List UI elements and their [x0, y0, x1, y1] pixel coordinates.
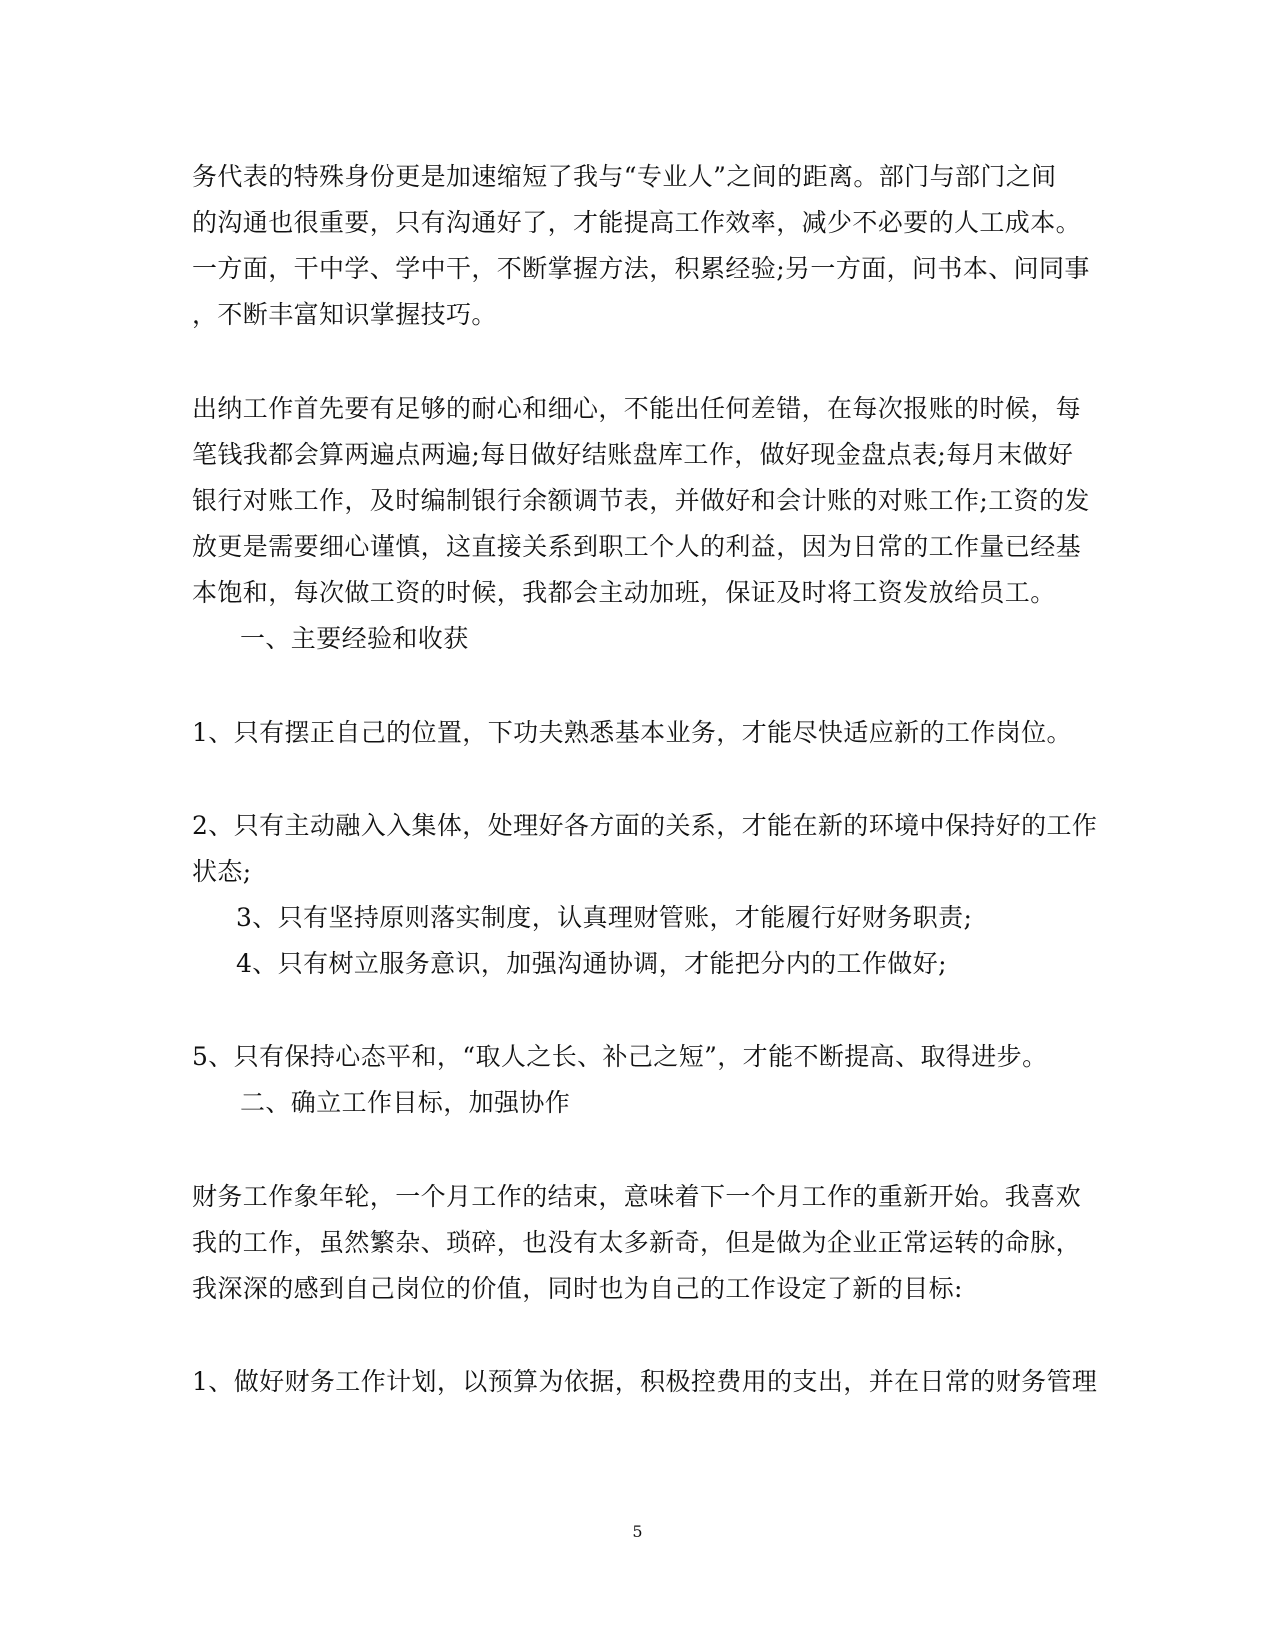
- paragraph-line: 笔钱我都会算两遍点两遍;每日做好结账盘库工作，做好现金盘点表;每月末做好: [192, 440, 1074, 469]
- list-item: 1、做好财务工作计划，以预算为依据，积极控费用的支出，并在日常的财务管理: [192, 1367, 1098, 1396]
- paragraph-line: 财务工作象年轮，一个月工作的结束，意味着下一个月工作的重新开始。我喜欢: [192, 1182, 1082, 1211]
- list-item: 2、只有主动融入入集体，处理好各方面的关系，才能在新的环境中保持好的工作: [192, 811, 1098, 840]
- list-item: 3、只有坚持原则落实制度，认真理财管账，才能履行好财务职责;: [236, 903, 973, 932]
- paragraph-line: 我深深的感到自己岗位的价值，同时也为自己的工作设定了新的目标:: [192, 1274, 963, 1303]
- paragraph-line: 我的工作，虽然繁杂、琐碎，也没有太多新奇，但是做为企业正常运转的命脉，: [192, 1228, 1082, 1257]
- paragraph-line: ，不断丰富知识掌握技巧。: [192, 300, 497, 329]
- paragraph-line: 出纳工作首先要有足够的耐心和细心，不能出任何差错，在每次报账的时候，每: [192, 394, 1082, 423]
- section-heading: 一、主要经验和收获: [240, 624, 469, 653]
- paragraph-line: 务代表的特殊身份更是加速缩短了我与“专业人”之间的距离。部门与部门之间: [192, 162, 1057, 191]
- list-item: 4、只有树立服务意识，加强沟通协调，才能把分内的工作做好;: [236, 949, 947, 978]
- list-item-continuation: 状态;: [192, 857, 252, 886]
- page-number: 5: [632, 1522, 643, 1541]
- paragraph-line: 一方面，干中学、学中干，不断掌握方法，积累经验;另一方面，问书本、问同事: [192, 254, 1090, 283]
- list-item: 1、只有摆正自己的位置，下功夫熟悉基本业务，才能尽快适应新的工作岗位。: [192, 718, 1072, 747]
- list-item: 5、只有保持心态平和，“取人之长、补己之短”，才能不断提高、取得进步。: [192, 1042, 1048, 1071]
- section-heading: 二、确立工作目标，加强协作: [240, 1088, 571, 1117]
- paragraph-line: 的沟通也很重要，只有沟通好了，才能提高工作效率，减少不必要的人工成本。: [192, 208, 1082, 237]
- paragraph-line: 本饱和，每次做工资的时候，我都会主动加班，保证及时将工资发放给员工。: [192, 578, 1056, 607]
- paragraph-line: 放更是需要细心谨慎，这直接关系到职工个人的利益，因为日常的工作量已经基: [192, 532, 1082, 561]
- paragraph-line: 银行对账工作，及时编制银行余额调节表，并做好和会计账的对账工作;工资的发: [192, 486, 1090, 515]
